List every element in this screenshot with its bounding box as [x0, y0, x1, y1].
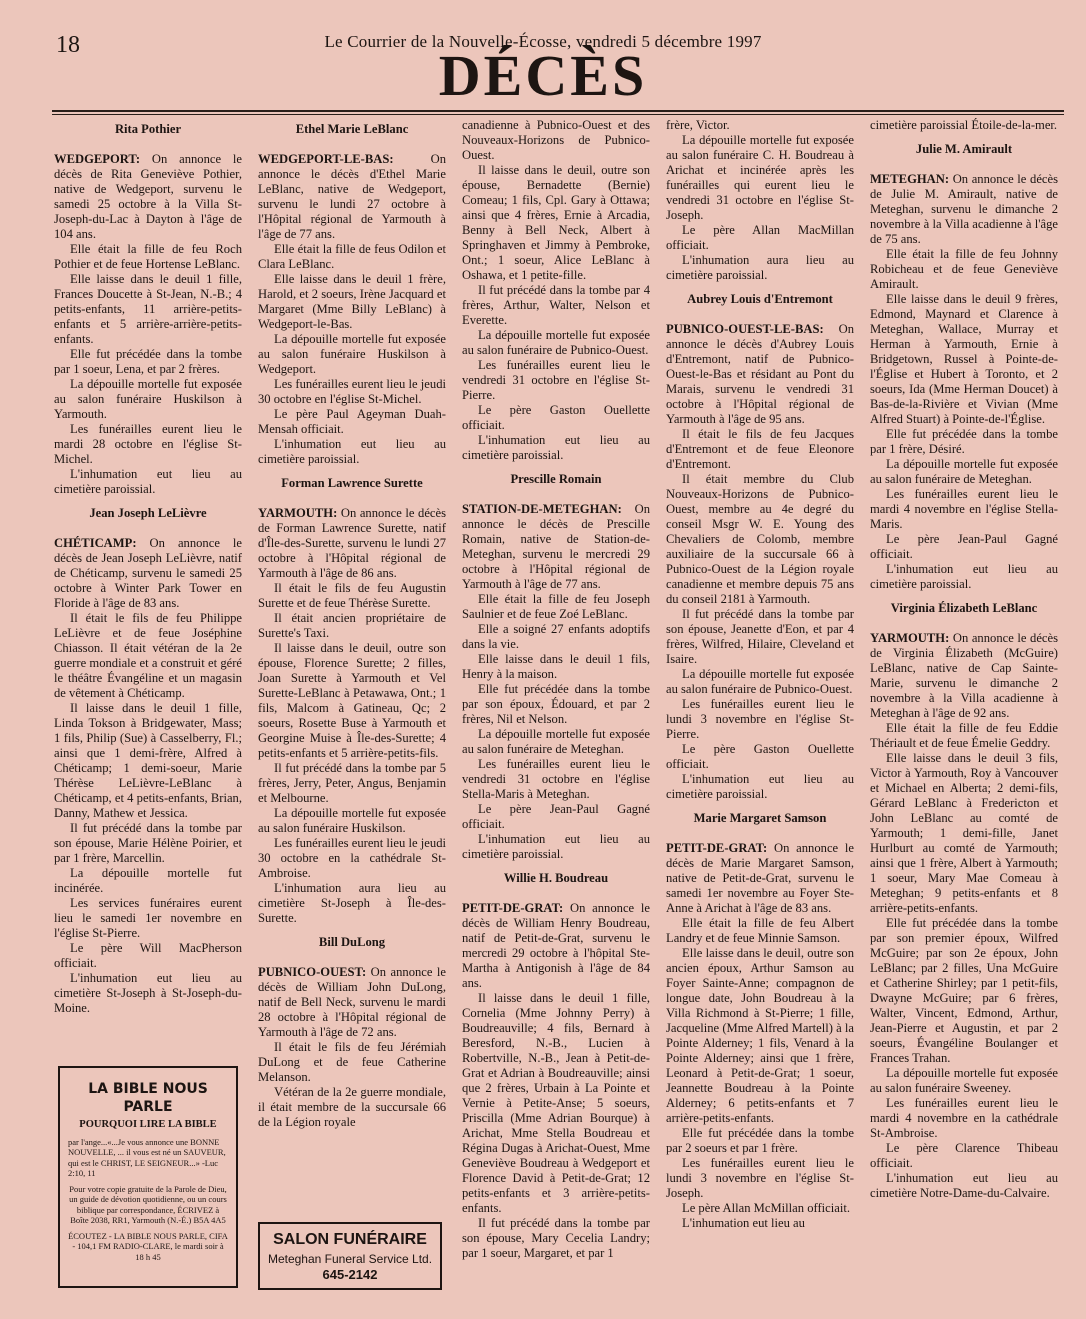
dateline-place: WEDGEPORT:: [54, 152, 141, 166]
lead-text: On annonce le décès d'Aubrey Louis d'Entremont, natif de Pubnico-Ouest-le-Bas et résidant au Pont du Marais, survenu le vendredi 31 octobre à l'Hôpital régional de Yarmouth à l'âge de 95 ans.: [666, 322, 854, 426]
obituary-paragraph: Elle laisse dans le deuil, outre son ancien époux, Arthur Samson au Foyer Sainte-Anne; compagnon de longue date, John Boudreau à la Villa Richmond à St-Pierre; 1 fille, Jacqueline (Mme Alfred Martell) à la Pointe Alderney; 1 fils, Venard à la Pointe Alderney; ainsi que 1 frère, Leonard à Petit-de-Grat; 1 soeur, Jeannette Boudreau à la Pointe Alderney; 6 petits-enfants et 7 arrière-petits-enfants.: [666, 946, 854, 1125]
obituary-paragraph: Le père Gaston Ouellette officiait.: [462, 403, 650, 432]
obituary-paragraph: Les funérailles eurent lieu le mardi 4 novembre en la cathédrale St-Ambroise.: [870, 1096, 1058, 1140]
dateline-place: STATION-DE-METEGHAN:: [462, 502, 622, 516]
obituary-paragraph: Il laisse dans le deuil 1 fille, Cornelia (Mme Johnny Perry) à Boudreauville; 4 fils, Bernard à Beresford, N.-B., Lucien à Robertville, N.-B., Jean à Petit-de-Grat et Adrian à Boudreauville; ainsi que 2 frères, Urbain à La Pointe et Vernie à Petite-Anse; 5 soeurs, Priscilla (Mme Adrian Bourque) à Arichat, Mme Stella Boudreau et Régina Dugas à Arichat-Ouest, Mme Geneviève Boudreau à Wedgeport et Florence David à Petit-de-Grat; 12 petits-enfants et 3 arrière-petits-enfants.: [462, 991, 650, 1215]
obituary-paragraph: Elle laisse dans le deuil 9 frères, Edmond, Maynard et Clarence à Meteghan, Wallace, Murray et Herman à Yarmouth, Ernie à Bridgetown, Russel à Pointe-de-l'Église et Hubert à Toronto, et 2 soeurs, Ida (Mme Herman Doucet) à Bas-de-la-Rivière et Vivian (Mme Alfred Stuart) à Pointe-de-l'Église.: [870, 292, 1058, 426]
obituary-name-heading: Bill DuLong: [318, 935, 386, 949]
obituary-name-heading: Willie H. Boudreau: [503, 871, 609, 885]
obituary-paragraph: Elle fut précédée dans la tombe par 2 soeurs et par 1 frère.: [666, 1126, 854, 1155]
obituary-paragraph: La dépouille mortelle fut exposée au salon funéraire de Meteghan.: [870, 457, 1058, 486]
lead-text: On annonce le décès de William John DuLong, natif de Bell Neck, survenu le mardi 28 octobre à l'Hôpital régional de Yarmouth à l'âge de 72 ans.: [258, 965, 446, 1039]
obituary-paragraph: Le père Allan McMillan officiait.: [682, 1201, 850, 1215]
obituary-lead-paragraph: [666, 841, 854, 916]
obituary-paragraph: Elle laisse dans le deuil 1 fille, Frances Doucette à St-Jean, N.-B.; 4 petits-enfants, 11 arrière-petits-enfants et 5 arrière-arrière-petits-enfants.: [54, 272, 242, 346]
obituary-name-heading: Marie Margaret Samson: [693, 811, 827, 825]
funeral-ad-name: Meteghan Funeral Service Ltd.: [267, 1252, 433, 1266]
obituary-paragraph: Il fut précédé dans la tombe par 5 frères, Jerry, Peter, Angus, Benjamin et Melbourne.: [258, 761, 446, 805]
obituary-paragraph: Le père Jean-Paul Gagné officiait.: [462, 802, 650, 831]
obituary-paragraph: Il était le fils de feu Jérémiah DuLong et de feue Catherine Melanson.: [258, 1040, 446, 1084]
obituary-paragraph: Elle était la fille de feu Roch Pothier et de feue Hortense LeBlanc.: [54, 242, 242, 271]
obituary-paragraph: Les funérailles eurent lieu le jeudi 30 octobre en l'église St-Michel.: [258, 377, 446, 406]
obituary-paragraph: L'inhumation eut lieu au cimetière paroissial.: [462, 832, 650, 861]
funeral-ad-phone: 645-2142: [322, 1267, 378, 1282]
obituary-paragraph: Il fut précédé dans la tombe par son épouse, Jeanette d'Eon, et par 4 frères, Wilfred, Hilaire, Cleveland et Isaire.: [666, 607, 854, 666]
obituary-lead-paragraph: [54, 536, 242, 611]
obituary-paragraph: L'inhumation eut lieu au cimetière paroissial.: [870, 562, 1058, 591]
obituary-paragraph: Il était le fils de feu Jacques d'Entremont et de feue Eleonore d'Entremont.: [666, 427, 854, 471]
lead-text: On annonce le décès d'Ethel Marie LeBlanc, native de Wedgeport, survenu le lundi 27 octobre à l'Hôpital régional de Yarmouth à l'âge de 77 ans.: [258, 152, 446, 241]
lead-text: On annonce le décès de Rita Geneviève Pothier, native de Wedgeport, survenu le samedi 25 octobre à la Villa St-Joseph-du-Lac à Dayton à l'âge de 104 ans.: [54, 152, 242, 241]
obituary-paragraph: La dépouille mortelle fut exposée au salon funéraire Sweeney.: [870, 1066, 1058, 1095]
obituary-paragraph: Il fut précédé dans la tombe par son épouse, Mary Cecelia Landry; par 1 soeur, Margaret, et par 1: [462, 1216, 650, 1260]
obituary-paragraph: Il fut précédé dans la tombe par 4 frères, Arthur, Walter, Nelson et Everette.: [462, 283, 650, 327]
obituary-lead-paragraph: [666, 322, 854, 427]
obituary-paragraph: La dépouille mortelle fut exposée au salon funéraire Huskilson à Yarmouth.: [54, 377, 242, 421]
obituary-paragraph: Elle était la fille de feu Eddie Thériault et de feue Émelie Geddry.: [870, 721, 1058, 750]
obituary-paragraph: Il laisse dans le deuil, outre son épouse, Bernadette (Bernie) Comeau; 1 fils, Cpl. Gary à Ottawa; ainsi que 4 frères, Ernie à Arcadia, Benny à Bell Neck, Albert à Springhaven et Jimmy à Pembroke, Ont.; 1 soeur, Alice LeBlanc à Oshawa, et 1 petite-fille.: [462, 163, 650, 282]
obituary-lead-paragraph: [258, 965, 446, 1040]
obituary-paragraph: Les funérailles eurent lieu le vendredi 31 octobre en l'église Stella-Maris à Meteghan.: [462, 757, 650, 801]
lead-text: On annonce le décès de Prescille Romain, native de Station-de-Meteghan, survenu le mercredi 29 octobre à l'Hôpital régional de Yarmouth à l'âge de 77 ans.: [462, 502, 650, 591]
bible-ad-subtitle: POURQUOI LIRE LA BIBLE: [79, 1119, 217, 1130]
obituary-paragraph: Le père Gaston Ouellette officiait.: [666, 742, 854, 771]
obituary-paragraph: Les services funéraires eurent lieu le samedi 1er novembre en l'église St-Pierre.: [54, 896, 242, 940]
obituary-lead-paragraph: [870, 631, 1058, 721]
obituary-paragraph: L'inhumation aura lieu au cimetière paroissial.: [666, 253, 854, 282]
obituary-paragraph: L'inhumation eut lieu au cimetière paroissial.: [666, 772, 854, 801]
obituary-paragraph: Le père Allan MacMillan officiait.: [666, 223, 854, 252]
column-1: [54, 118, 242, 1016]
obituary-paragraph: L'inhumation eut lieu au cimetière St-Joseph à St-Joseph-du-Moine.: [54, 971, 242, 1015]
obituary-name-heading: Virginia Élizabeth LeBlanc: [890, 601, 1038, 615]
obituary-paragraph: Elle était la fille de feus Odilon et Clara LeBlanc.: [258, 242, 446, 271]
obituary-paragraph: Elle fut précédée dans la tombe par 1 frère, Désiré.: [870, 427, 1058, 456]
obituary-lead-paragraph: [462, 502, 650, 592]
obituary-paragraph: Le père Will MacPherson officiait.: [54, 941, 242, 970]
obituary-paragraph: La dépouille mortelle fut exposée au salon funéraire de Pubnico-Ouest.: [666, 667, 854, 696]
obituary-paragraph: Le père Paul Ageyman Duah-Mensah officiait.: [258, 407, 446, 436]
obituary-paragraph: Il était le fils de feu Philippe LeLièvre et de feue Joséphine Chiasson. Il était vétéran de la 2e guerre mondiale et a construit et géré le théâtre Évangéline et un magasin de vêtement à Chéticamp.: [54, 611, 242, 700]
obituary-paragraph: frère, Victor.: [666, 118, 730, 132]
obituary-lead-paragraph: [258, 506, 446, 581]
obituary-paragraph: Les funérailles eurent lieu le mardi 28 octobre en l'église St-Michel.: [54, 422, 242, 466]
obituary-paragraph: L'inhumation eut lieu au: [682, 1216, 805, 1230]
bible-ad-offer: Pour votre copie gratuite de la Parole de Dieu, un guide de dévotion quotidienne, ou un cours biblique par correspondance, ÉCRIVEZ à Boîte 2038, RR1, Yarmouth (N.-É.) B5A 4A5: [69, 1183, 227, 1225]
dateline-place: CHÉTICAMP:: [54, 536, 137, 550]
obituary-name-heading: Rita Pothier: [114, 122, 182, 136]
obituary-paragraph: Il laisse dans le deuil, outre son épouse, Florence Surette; 2 filles, Joan Surette à Yarmouth et Vel Surette-LeBlanc à Petawawa, Ont.; 1 fils, Malcom à Gatineau, Qc; 2 soeurs, Rosette Buse à Yarmouth et Georgine Muise à Île-des-Surette; 4 petits-enfants et 5 arrière-petits-fils.: [258, 641, 446, 760]
obituary-name-heading: Forman Lawrence Surette: [281, 476, 423, 490]
obituary-paragraph: La dépouille mortelle fut exposée au salon funéraire de Pubnico-Ouest.: [462, 328, 650, 357]
funeral-home-ad: [258, 1222, 442, 1290]
obituary-name-heading: Aubrey Louis d'Entremont: [687, 292, 833, 306]
obituary-paragraph: La dépouille mortelle fut exposée au salon funéraire de Meteghan.: [462, 727, 650, 756]
obituary-paragraph: Vétéran de la 2e guerre mondiale, il était membre de la succursale 66 de la Légion royale: [258, 1085, 446, 1129]
obituary-paragraph: Il était le fils de feu Augustin Surette et de feue Thérèse Surette.: [258, 581, 446, 610]
obituary-lead-paragraph: [870, 172, 1058, 247]
obituary-paragraph: L'inhumation aura lieu au cimetière St-Joseph à Île-des-Surette.: [258, 881, 446, 925]
obituary-paragraph: Elle laisse dans le deuil 1 fils, Henry à la maison.: [462, 652, 650, 681]
obituary-lead-paragraph: [54, 152, 242, 242]
lead-text: On annonce le décès de Julie M. Amirault, native de Meteghan, survenu le dimanche 2 novembre à la Villa acadienne à l'âge de 75 ans.: [870, 172, 1058, 246]
obituary-paragraph: L'inhumation eut lieu au cimetière paroissial.: [258, 437, 446, 466]
obituary-paragraph: canadienne à Pubnico-Ouest et des Nouveaux-Horizons de Pubnico-Ouest.: [462, 118, 650, 162]
obituary-paragraph: La dépouille mortelle fut incinérée.: [54, 866, 242, 895]
obituary-paragraph: Il laisse dans le deuil 1 fille, Linda Tokson à Bridgewater, Mass; 1 fils, Philip (Sue) à Casselberry, Fl.; ainsi que 1 demi-frère, Alfred à Chéticamp; 1 demi-soeur, Marie Thérèse LeLièvre-LeBlanc à Chéticamp, et 4 petits-enfants, Brian, Danny, Mathew et Jessica.: [54, 701, 242, 820]
dateline-place: PETIT-DE-GRAT:: [666, 841, 768, 855]
obituary-paragraph: Il fut précédé dans la tombe par son épouse, Marie Hélène Poirier, et par 1 frère, Marcellin.: [54, 821, 242, 865]
obituary-paragraph: Les funérailles eurent lieu le vendredi 31 octobre en l'église St-Pierre.: [462, 358, 650, 402]
obituary-paragraph: Elle a soigné 27 enfants adoptifs dans la vie.: [462, 622, 650, 651]
obituary-paragraph: La dépouille mortelle fut exposée au salon funéraire Huskilson à Wedgeport.: [258, 332, 446, 376]
obituary-paragraph: Elle laisse dans le deuil 1 frère, Harold, et 2 soeurs, Irène Jacquard et Margaret (Mme Billy LeBlanc) à Wedgeport-le-Bas.: [258, 272, 446, 331]
lead-text: On annonce le décès de Marie Margaret Samson, native de Petit-de-Grat, survenu le samedi 1er novembre au Foyer Ste-Anne à Arichat à l'âge de 83 ans.: [666, 841, 854, 915]
lead-text: On annonce le décès de Forman Lawrence Surette, natif d'Île-des-Surette, survenu le lundi 27 octobre à l'Hôpital régional de Yarmouth à l'âge de 86 ans.: [258, 506, 446, 580]
obituary-lead-paragraph: [258, 152, 446, 242]
obituary-paragraph: Les funérailles eurent lieu le lundi 3 novembre en l'église St-Pierre.: [666, 697, 854, 741]
masthead: Le Courrier de la Nouvelle-Écosse, vendredi 5 décembre 1997: [324, 32, 762, 51]
column-4: [666, 118, 854, 1231]
header-rule: [52, 110, 1064, 112]
obituary-name-heading: Jean Joseph LeLièvre: [89, 506, 207, 520]
bible-ad-quote: par l'ange...«...Je vous annonce une BONNE NOUVELLE, ... il vous est né un SAUVEUR, qui est le CHRIST, LE SEIGNEUR...» -Luc 2:10, 11: [68, 1136, 226, 1178]
page-number: 18: [56, 32, 80, 58]
obituary-paragraph: Elle fut précédée dans la tombe par son premier époux, Wilfred McGuire; par son 2e époux, John LeBlanc; par 2 filles, Una McGuire et Catherine Shirley; par 1 petit-fils, Dwayne McGuire; par 6 frères, Walter, Vincent, Edmond, Arthur, Jean-Pierre et Augustin, et par 2 soeurs, Évangéline Boulanger et Frances Trahan.: [870, 916, 1058, 1065]
dateline-place: WEDGEPORT-LE-BAS:: [258, 152, 394, 166]
column-2: [258, 118, 446, 1130]
section-title: DÉCÈS: [438, 43, 648, 108]
obituary-paragraph: Il était membre du Club Nouveaux-Horizons de Pubnico-Ouest, membre au 4e degré du conseil Msgr W. E. Young des Chevaliers de Colomb, membre auxiliaire de la succursale 66 à Pubnico-Ouest de la Légion royale canadienne et membre depuis 75 ans du conseil 2181 à Yarmouth.: [666, 472, 854, 606]
lead-text: On annonce le décès de Jean Joseph LeLièvre, natif de Chéticamp, survenu le samedi 25 octobre à Winter Park Tower en Floride à l'âge de 83 ans.: [54, 536, 242, 610]
column-5: [870, 118, 1058, 1201]
obituary-paragraph: Elle fut précédée dans la tombe par son époux, Édouard, et par 2 frères, Nil et Nelson.: [462, 682, 650, 726]
bible-ad: [58, 1066, 238, 1288]
obituary-paragraph: Elle laisse dans le deuil 3 fils, Victor à Yarmouth, Roy à Vancouver et Michael en Alberta; 2 demi-fils, Gérard LeBlanc à Fredericton et John LeBlanc au comté de Yarmouth; 1 demi-fille, Janet Hurlburt au comté de Yarmouth; ainsi que 1 frère, Albert à Yarmouth; 1 soeur, Mary Mae Comeau à Meteghan; 9 petits-enfants et 8 arrière-petits-enfants.: [870, 751, 1058, 915]
obituary-paragraph: Les funérailles eurent lieu le lundi 3 novembre en l'église St-Joseph.: [666, 1156, 854, 1200]
dateline-place: PETIT-DE-GRAT:: [462, 901, 564, 915]
obituary-paragraph: Les funérailles eurent lieu le jeudi 30 octobre en la cathédrale St-Ambroise.: [258, 836, 446, 880]
obituary-lead-paragraph: [462, 901, 650, 991]
dateline-place: YARMOUTH:: [870, 631, 950, 645]
bible-ad-radio: ÉCOUTEZ - LA BIBLE NOUS PARLE, CIFA - 104,1 FM RADIO-CLARE, le mardi soir à 18 h 45: [68, 1230, 228, 1262]
column-3: [462, 118, 650, 1261]
obituary-paragraph: Elle était la fille de feu Albert Landry et de feue Minnie Samson.: [666, 916, 854, 945]
dateline-place: METEGHAN:: [870, 172, 950, 186]
obituary-paragraph: Les funérailles eurent lieu le mardi 4 novembre en l'église Stella-Maris.: [870, 487, 1058, 531]
obituary-paragraph: Elle était la fille de feu Joseph Saulnier et de feue Zoé LeBlanc.: [462, 592, 650, 621]
dateline-place: PUBNICO-OUEST:: [258, 965, 367, 979]
obituary-paragraph: La dépouille mortelle fut exposée au salon funéraire C. H. Boudreau à Arichat et incinérée après les funérailles qui eurent lieu le vendredi 31 octobre en l'église St-Joseph.: [666, 133, 854, 222]
dateline-place: YARMOUTH:: [258, 506, 338, 520]
bible-ad-title: LA BIBLE NOUS PARLE: [88, 1081, 208, 1115]
obituary-paragraph: Le père Jean-Paul Gagné officiait.: [870, 532, 1058, 561]
header-rule-thin: [52, 114, 1064, 115]
obituary-name-heading: Ethel Marie LeBlanc: [295, 122, 409, 136]
obituary-name-heading: Julie M. Amirault: [915, 142, 1013, 156]
obituary-paragraph: Le père Clarence Thibeau officiait.: [870, 1141, 1058, 1170]
obituary-paragraph: La dépouille mortelle fut exposée au salon funéraire Huskilson.: [258, 806, 446, 835]
obituary-paragraph: Elle était la fille de feu Johnny Robicheau et de feue Geneviève Amirault.: [870, 247, 1058, 291]
obituary-paragraph: L'inhumation eut lieu au cimetière paroissial.: [462, 433, 650, 462]
obituary-paragraph: cimetière paroissial Étoile-de-la-mer.: [870, 118, 1058, 132]
obituary-paragraph: Elle fut précédée dans la tombe par 1 soeur, Lena, et par 2 frères.: [54, 347, 242, 376]
obituary-paragraph: L'inhumation eut lieu au cimetière Notre-Dame-du-Calvaire.: [870, 1171, 1058, 1200]
obituary-paragraph: L'inhumation eut lieu au cimetière paroissial.: [54, 467, 242, 496]
obituary-paragraph: Il était ancien propriétaire de Surette's Taxi.: [258, 611, 446, 640]
lead-text: On annonce le décès de Virginia Élizabeth (McGuire) LeBlanc, native de Cap Sainte-Marie, survenu le dimanche 2 novembre à la Villa acadienne à Meteghan à l'âge de 92 ans.: [870, 631, 1058, 720]
funeral-ad-title: SALON FUNÉRAIRE: [273, 1231, 427, 1248]
obituary-name-heading: Prescille Romain: [510, 472, 602, 486]
dateline-place: PUBNICO-OUEST-LE-BAS:: [666, 322, 824, 336]
lead-text: On annonce le décès de William Henry Boudreau, natif de Petit-de-Grat, survenu le mercredi 29 octobre à l'hôpital Ste-Martha à Antigonish à l'âge de 84 ans.: [462, 901, 650, 990]
